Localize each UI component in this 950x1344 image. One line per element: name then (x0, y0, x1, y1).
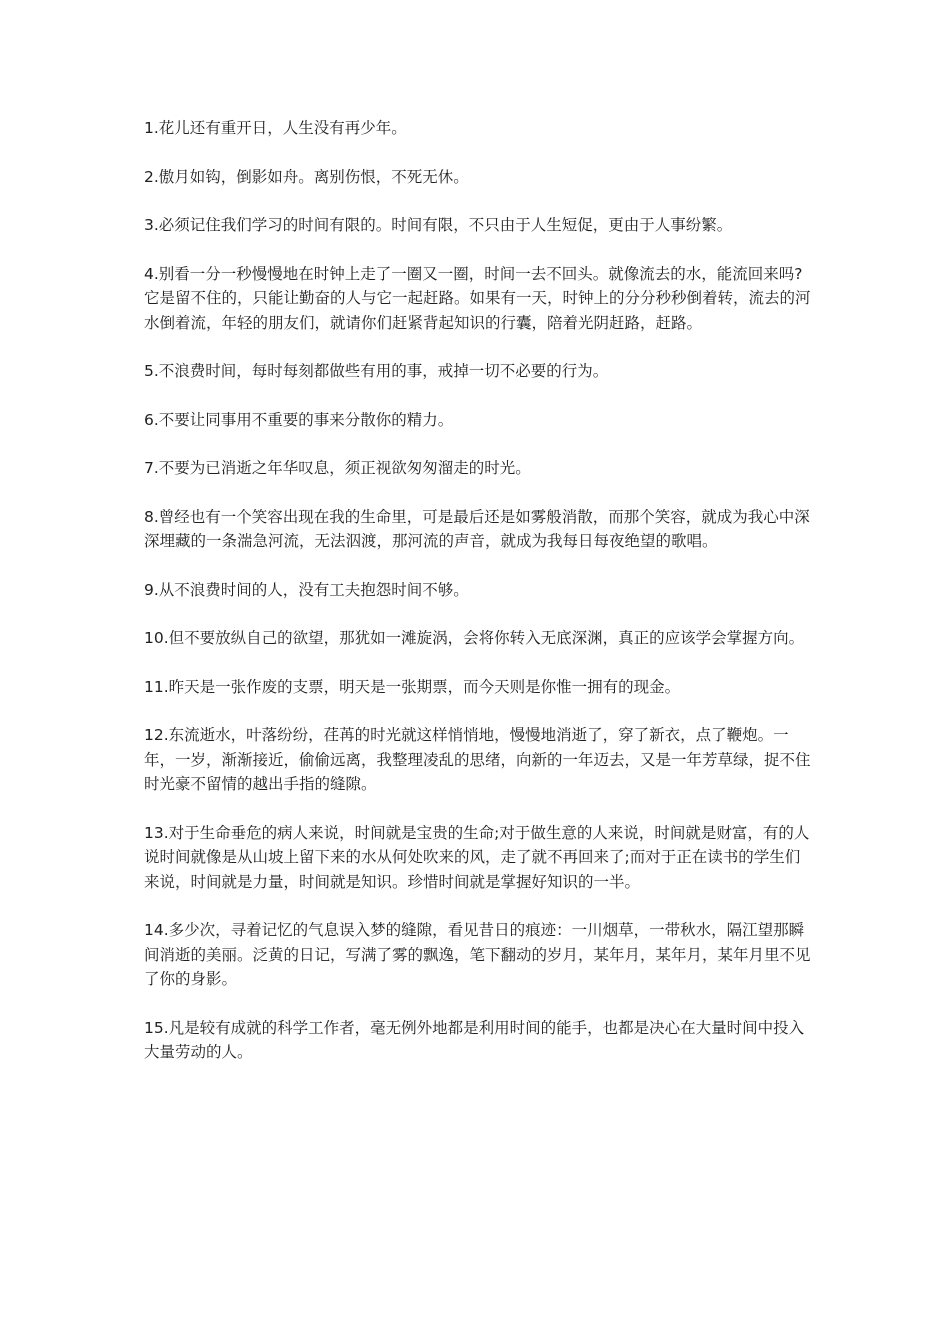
paragraph-7: 7.不要为已消逝之年华叹息，须正视欲匆匆溜走的时光。 (144, 459, 531, 477)
paragraph-15: 15.凡是较有成就的科学工作者，毫无例外地都是利用时间的能手，也都是决心在大量时间中投入大量劳动的人。 (144, 1018, 805, 1061)
paragraph-4: 4.别看一分一秒慢慢地在时钟上走了一圈又一圈，时间一去不回头。就像流去的水，能流回来吗?它是留不住的，只能让勤奋的人与它一起赶路。如果有一天，时钟上的分分秒秒倒着转，流去的河水倒着流，年轻的朋友们，就请你们赶紧背起知识的行囊，陪着光阴赶路，赶路。 (144, 264, 811, 332)
document-body (144, 116, 814, 1089)
paragraph-9: 9.从不浪费时间的人，没有工夫抱怨时间不够。 (144, 580, 469, 599)
paragraph-1: 1.花儿还有重开日，人生没有再少年。 (144, 119, 407, 137)
paragraph-10: 10.但不要放纵自己的欲望，那犹如一滩旋涡，会将你转入无底深渊，真正的应该学会掌握方向。 (144, 629, 805, 647)
paragraph-13: 13.对于生命垂危的病人来说，时间就是宝贵的生命;对于做生意的人来说，时间就是财富，有的人说时间就像是从山坡上留下来的水从何处吹来的风，走了就不再回来了;而对于正在读书的学生们来说，时间就是力量，时间就是知识。珍惜时间就是掌握好知识的一半。 (144, 823, 810, 891)
paragraph-14: 14.多少次，寻着记忆的气息误入梦的缝隙，看见昔日的痕迹：一川烟草，一带秋水，隔江望那瞬间消逝的美丽。泛黄的日记，写满了雾的飘逸，笔下翻动的岁月，某年月，某年月，某年月里不见了你的身影。 (144, 921, 811, 988)
paragraph-11: 11.昨天是一张作废的支票，明天是一张期票，而今天则是你惟一拥有的现金。 (144, 677, 681, 696)
paragraph-8: 8.曾经也有一个笑容出现在我的生命里，可是最后还是如雾般消散，而那个笑容，就成为我心中深深埋藏的一条湍急河流，无法泅渡，那河流的声音，就成为我每日每夜绝望的歌唱。 (144, 507, 810, 550)
paragraph-2: 2.傲月如钩，倒影如舟。离别伤恨，不死无休。 (144, 167, 469, 186)
paragraph-3: 3.必须记住我们学习的时间有限的。时间有限，不只由于人生短促，更由于人事纷繁。 (144, 216, 733, 234)
paragraph-12: 12.东流逝水，叶落纷纷，荏苒的时光就这样悄悄地，慢慢地消逝了，穿了新衣，点了鞭炮。一年，一岁，渐渐接近，偷偷远离，我整理凌乱的思绪，向新的一年迈去，又是一年芳草绿，捉不住时光豪不留情的越出手指的缝隙。 (144, 726, 811, 793)
paragraph-6: 6.不要让同事用不重要的事来分散你的精力。 (144, 410, 454, 429)
paragraph-5: 5.不浪费时间，每时每刻都做些有用的事，戒掉一切不必要的行为。 (144, 362, 609, 380)
